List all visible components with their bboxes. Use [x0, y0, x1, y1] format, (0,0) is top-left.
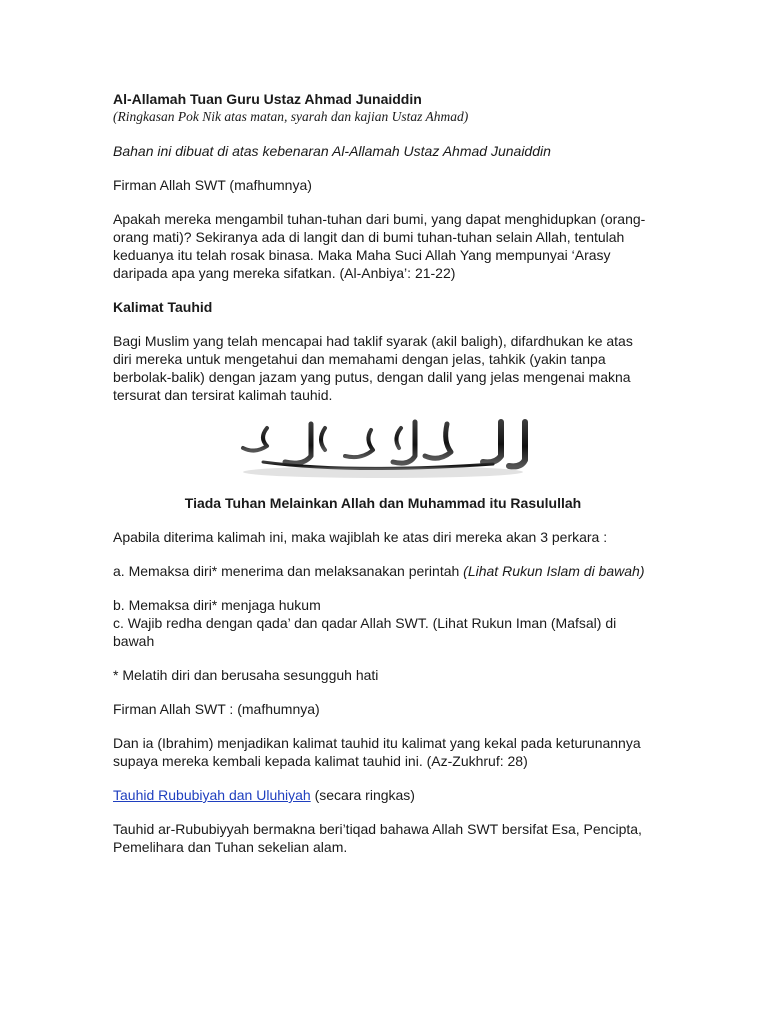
link-suffix: (secara ringkas): [310, 787, 415, 803]
verse-zukhruf: Dan ia (Ibrahim) menjadikan kalimat tauhid itu kalimat yang kekal pada keturunannya supaya mereka kembali kepada kalimat tauhid ini. (Az-Zukhruf: 28): [113, 735, 641, 769]
paragraph-muslim: Bagi Muslim yang telah mencapai had taklif syarak (akil baligh), difardhukan ke atas diri mereka untuk mengetahui dan memahami dengan jelas, tahkik (yakin tanpa berbolak-balik) dengan jazam yang putus, dengan dalil yang jelas mengenai makna tersurat dan tersirat kalimah tauhid.: [113, 333, 633, 403]
verse-anbiya: Apakah mereka mengambil tuhan-tuhan dari bumi, yang dapat menghidupkan (orang-orang mati)? Sekiranya ada di langit dan di bumi tuhan-tuhan selain Allah, tentulah keduanya itu telah rosak binasa. Maka Maha Suci Allah Yang mempunyai ‘Arasy daripada apa yang mereka sifatkan. (Al-Anbiya’: 21-22): [113, 211, 646, 281]
firman-heading-1: Firman Allah SWT (mafhumnya): [113, 177, 312, 193]
shahada-calligraphy-image: [233, 412, 533, 480]
paragraph-rububiyyah: Tauhid ar-Rububiyyah bermakna beri’tiqad bahawa Allah SWT bersifat Esa, Pencipta, Pemelihara dan Tuhan sekelian alam.: [113, 821, 642, 855]
document-body: [113, 90, 653, 872]
section-heading-kalimat-tauhid: Kalimat Tauhid: [113, 299, 213, 315]
paragraph-apabila: Apabila diterima kalimah ini, maka wajiblah ke atas diri mereka akan 3 perkara :: [113, 529, 608, 545]
document-title: Al-Allamah Tuan Guru Ustaz Ahmad Junaiddin: [113, 91, 422, 107]
footnote: * Melatih diri dan berusaha sesungguh hati: [113, 667, 379, 683]
firman-heading-2: Firman Allah SWT : (mafhumnya): [113, 701, 320, 717]
list-item-a-note: (Lihat Rukun Islam di bawah): [463, 563, 645, 579]
tauhid-rububiyah-link[interactable]: Tauhid Rububiyah dan Uluhiyah: [113, 787, 311, 803]
document-subtitle: (Ringkasan Pok Nik atas matan, syarah dan kajian Ustaz Ahmad): [113, 109, 469, 124]
list-item-a-text: a. Memaksa diri* menerima dan melaksanakan perintah: [113, 563, 460, 579]
calligraphy-caption: Tiada Tuhan Melainkan Allah dan Muhammad itu Rasulullah: [184, 495, 582, 511]
list-item-a: [113, 562, 653, 580]
rububiyah-link-line: [113, 786, 653, 804]
list-item-c: c. Wajib redha dengan qada’ dan qadar Allah SWT. (Lihat Rukun Iman (Mafsal) di bawah: [113, 615, 617, 649]
intro-text: Bahan ini dibuat di atas kebenaran Al-Allamah Ustaz Ahmad Junaiddin: [113, 143, 551, 159]
list-item-b: b. Memaksa diri* menjaga hukum: [113, 597, 321, 613]
